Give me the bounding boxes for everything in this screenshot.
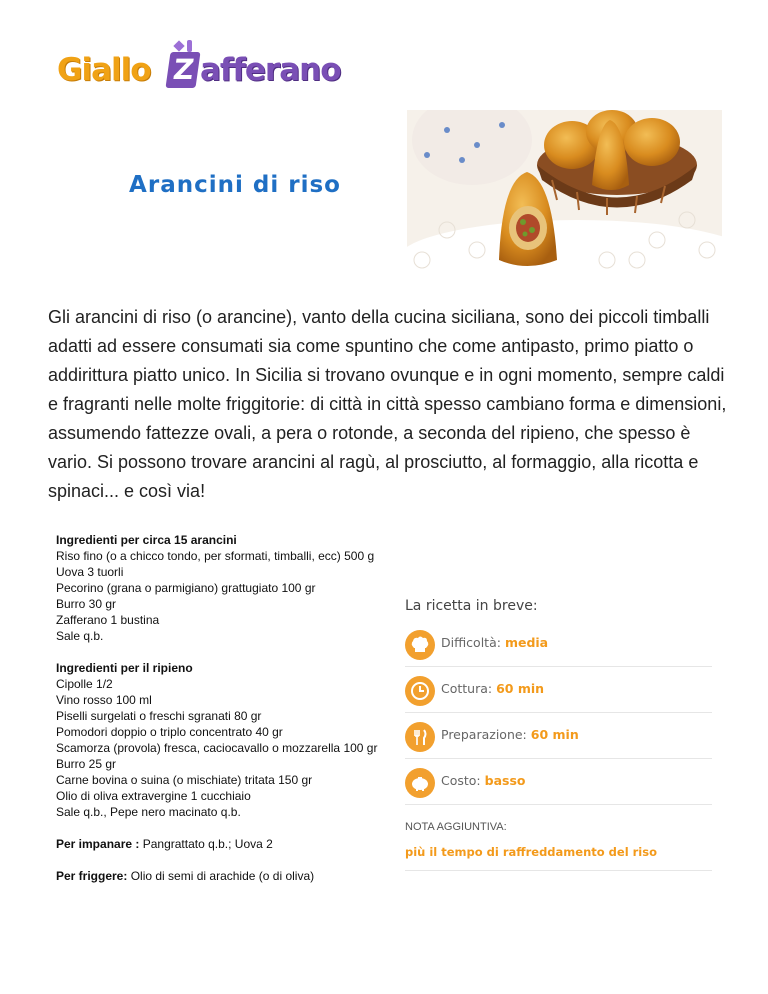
ingredient-item: Zafferano 1 bustina bbox=[56, 613, 160, 627]
intro-paragraph: Gli arancini di riso (o arancine), vanto della cucina siciliana, sono dei piccoli timballi adatti ad essere consumati sia come spuntino che come antipasto, primo piatto o addirittura piatto unico. In Sicilia si trovano ovunque e in ogni momento, sempre caldi e fragranti nelle molte friggitorie: di città in città spesso cambiano forma e dimensioni, assumendo fattezze ovali, a pera o rotonde, a seconda del ripieno, che spesso è vario. Si possono trovare arancini al ragù, al prosciutto, al formaggio, alla ricotta e spinaci... e così via! bbox=[48, 307, 727, 501]
summary-row-cost bbox=[405, 766, 712, 812]
divider bbox=[405, 804, 712, 805]
ingredient-item: Sale q.b. bbox=[56, 629, 104, 643]
ingredients-section bbox=[56, 532, 436, 884]
summary-label bbox=[441, 727, 579, 742]
cost-value: basso bbox=[484, 773, 526, 788]
giallozafferano-logo bbox=[57, 40, 347, 98]
preparation-value: 60 min bbox=[530, 727, 579, 742]
recipe-summary bbox=[405, 598, 712, 859]
ingredients-main-heading: Ingredienti per circa 15 arancini bbox=[56, 533, 237, 547]
difficulty-label: Difficoltà: bbox=[441, 635, 501, 650]
filling-item: Cipolle 1/2 bbox=[56, 677, 113, 691]
cooking-label: Cottura: bbox=[441, 681, 493, 696]
chef-hat-icon bbox=[405, 630, 435, 660]
summary-row-preparation bbox=[405, 720, 712, 766]
summary-label bbox=[441, 635, 548, 650]
filling-item: Olio di oliva extravergine 1 cucchiaio bbox=[56, 789, 251, 803]
clock-icon bbox=[405, 676, 435, 706]
arancini-illustration bbox=[407, 110, 722, 271]
divider bbox=[405, 870, 712, 871]
frying-value: Olio di semi di arachide (o di oliva) bbox=[130, 869, 315, 883]
ingredient-item: Riso fino (o a chicco tondo, per sformati, timballi, ecc) 500 g bbox=[56, 549, 375, 563]
breading-line bbox=[56, 836, 436, 852]
logo-word-afferano: afferano bbox=[200, 52, 341, 88]
breading-value: Pangrattato q.b.; Uova 2 bbox=[142, 837, 273, 851]
note-text: più il tempo di raffreddamento del riso bbox=[405, 845, 657, 859]
note-label: NOTA AGGIUNTIVA: bbox=[405, 821, 507, 833]
ingredient-item: Burro 30 gr bbox=[56, 597, 117, 611]
breading-label: Per impanare : bbox=[56, 837, 140, 851]
frying-label: Per friggere: bbox=[56, 869, 128, 883]
summary-label bbox=[441, 773, 526, 788]
filling-item: Pomodori doppio o triplo concentrato 40 gr bbox=[56, 725, 283, 739]
page-title: Arancini di riso bbox=[129, 172, 341, 198]
summary-row-cooking bbox=[405, 674, 712, 720]
ingredients-filling-heading: Ingredienti per il ripieno bbox=[56, 661, 193, 675]
difficulty-value: media bbox=[504, 635, 549, 650]
cost-label: Costo: bbox=[441, 773, 481, 788]
logo-spark-icon bbox=[187, 40, 192, 52]
filling-item: Burro 25 gr bbox=[56, 757, 117, 771]
ingredient-item: Pecorino (grana o parmigiano) grattugiato 100 gr bbox=[56, 581, 316, 595]
filling-item: Vino rosso 100 ml bbox=[56, 693, 152, 707]
filling-item: Carne bovina o suina (o mischiate) tritata 150 gr bbox=[56, 773, 313, 787]
frying-line bbox=[56, 868, 436, 884]
filling-item: Sale q.b., Pepe nero macinato q.b. bbox=[56, 805, 241, 819]
filling-item: Piselli surgelati o freschi sgranati 80 gr bbox=[56, 709, 262, 723]
cutlery-icon bbox=[405, 722, 435, 752]
summary-row-difficulty bbox=[405, 628, 712, 674]
divider bbox=[405, 712, 712, 713]
summary-title: La ricetta in breve: bbox=[405, 598, 538, 614]
divider bbox=[405, 758, 712, 759]
arancini-photo bbox=[407, 110, 722, 271]
preparation-label: Preparazione: bbox=[441, 727, 527, 742]
logo-word-giallo: Giallo bbox=[57, 52, 151, 88]
filling-item: Scamorza (provola) fresca, caciocavallo o mozzarella 100 gr bbox=[56, 741, 378, 755]
divider bbox=[405, 666, 712, 667]
summary-label bbox=[441, 681, 544, 696]
logo-letter-z: Z bbox=[165, 52, 200, 88]
cooking-value: 60 min bbox=[496, 681, 545, 696]
ingredient-item: Uova 3 tuorli bbox=[56, 565, 124, 579]
logo-spark-icon bbox=[173, 40, 184, 51]
piggy-bank-icon bbox=[405, 768, 435, 798]
